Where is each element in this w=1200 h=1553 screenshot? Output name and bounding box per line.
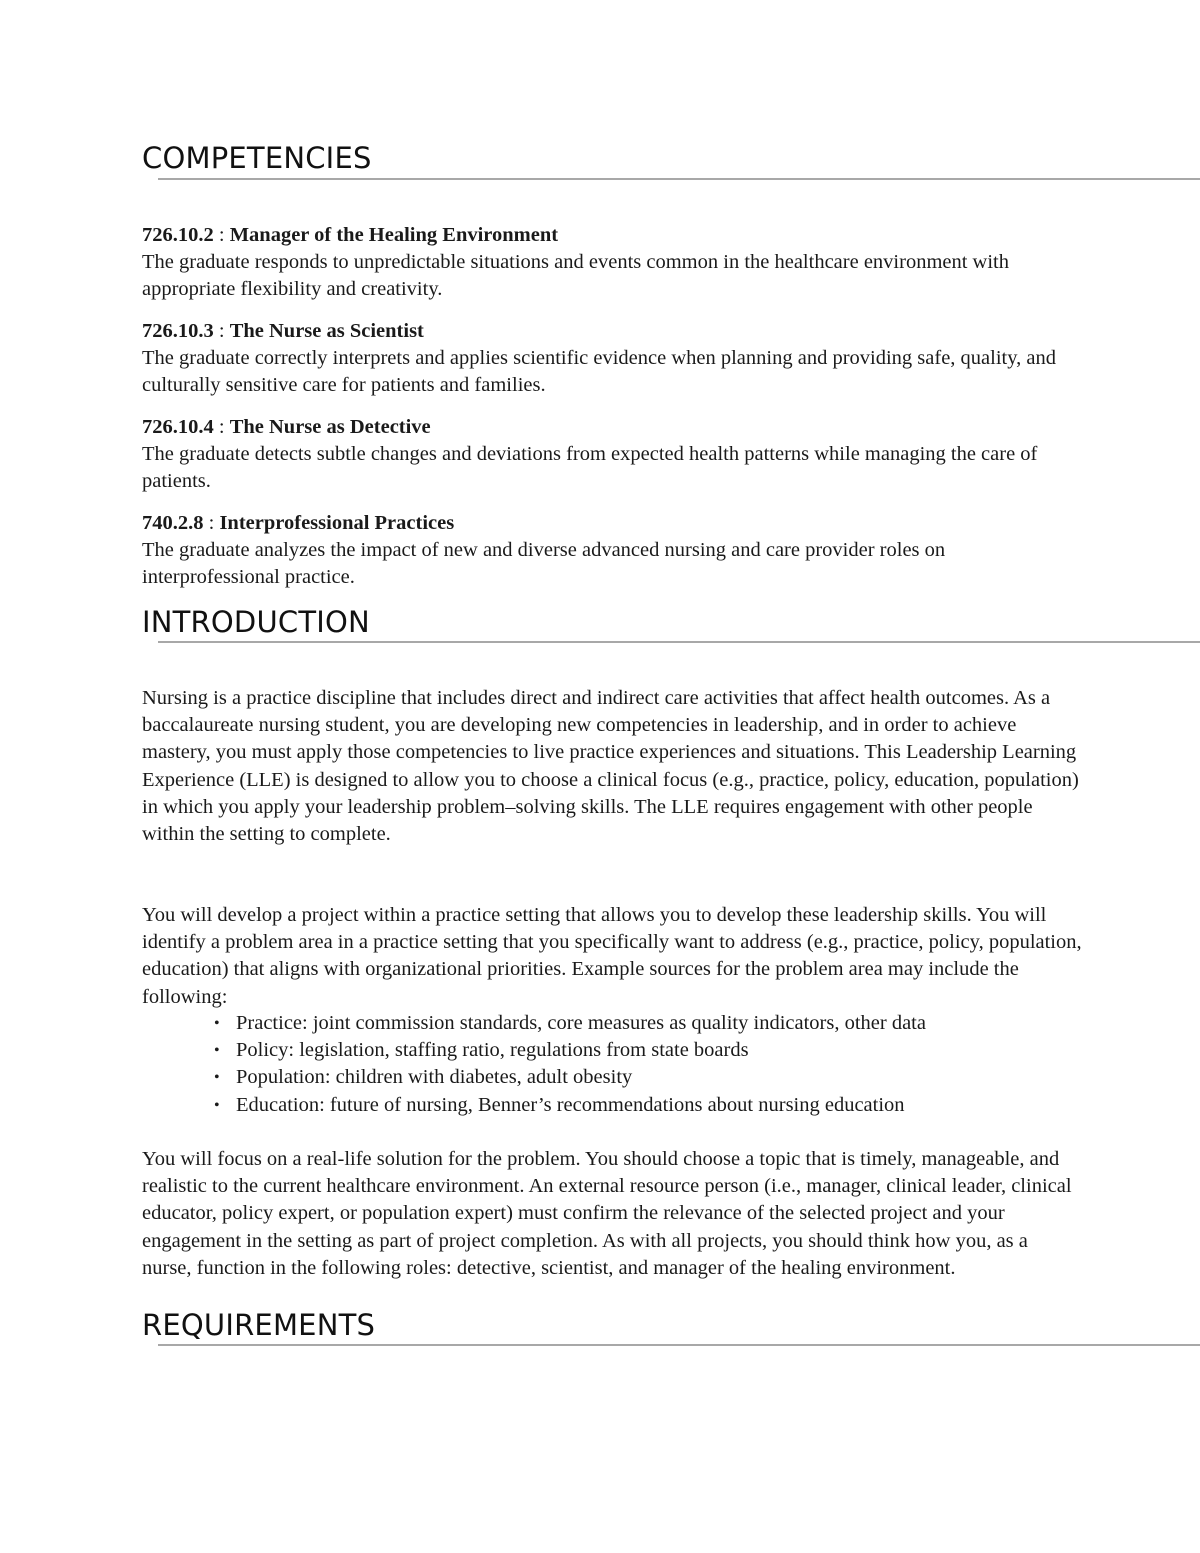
competency-description: The graduate detects subtle changes and deviations from expected health patterns while managing the care of patients. bbox=[142, 443, 1038, 493]
competencies-heading: COMPETENCIES bbox=[142, 141, 372, 175]
introduction-heading: INTRODUCTION bbox=[142, 605, 370, 639]
competency-item bbox=[142, 222, 1082, 304]
competency-item bbox=[142, 510, 1082, 592]
bullet-icon: • bbox=[214, 1042, 220, 1060]
paragraph-text: You will focus on a real-life solution for the problem. You should choose a topic that is timely, manageable, and realistic to the current healthcare environment. An external resource person (i.e., manager, clinical leader, clinical educator, policy expert, or population expert) must confirm the relevance of the selected project and your engagement in the setting as part of project completion. As with all projects, you should think how you, as a nurse, function in the following roles: detective, scientist, and manager of the healing environment. bbox=[142, 1148, 1072, 1279]
introduction-paragraph-1 bbox=[142, 685, 1082, 848]
list-item bbox=[214, 1037, 1114, 1064]
competency-code: 726.10.4 bbox=[142, 416, 214, 438]
competency-item bbox=[142, 414, 1082, 496]
list-item-text: Policy: legislation, staffing ratio, regulations from state boards bbox=[236, 1039, 749, 1062]
list-item-text: Education: future of nursing, Benner’s recommendations about nursing education bbox=[236, 1093, 905, 1116]
paragraph-text: You will develop a project within a practice setting that allows you to develop these leadership skills. You will identify a problem area in a practice setting that you specifically want to address (e.g., practice, policy, population, education) that aligns with organizational priorities. Example sources for the problem area may include the following: bbox=[142, 904, 1082, 1008]
introduction-rule bbox=[158, 641, 1200, 643]
competency-title: Manager of the Healing Environment bbox=[229, 224, 559, 246]
bullet-icon: • bbox=[214, 1069, 220, 1087]
competency-description: The graduate correctly interprets and applies scientific evidence when planning and providing safe, quality, and culturally sensitive care for patients and families. bbox=[142, 347, 1057, 397]
competency-description: The graduate responds to unpredictable situations and events common in the healthcare environment with appropriate flexibility and creativity. bbox=[142, 251, 1010, 301]
competency-header bbox=[142, 318, 1082, 345]
competencies-rule bbox=[158, 178, 1200, 180]
competency-header bbox=[142, 510, 1082, 537]
problem-area-list bbox=[214, 1010, 1114, 1119]
paragraph-text: Nursing is a practice discipline that includes direct and indirect care activities that affect health outcomes. As a baccalaureate nursing student, you are developing new competencies in leadership, and in order to achieve mastery, you must apply those competencies to live practice experiences and situations. This Leadership Learning Experience (LLE) is designed to allow you to choose a clinical focus (e.g., practice, policy, education, population) in which you apply your leadership problem–solving skills. The LLE requires engagement with other people within the setting to complete. bbox=[142, 687, 1079, 846]
competency-item bbox=[142, 318, 1082, 400]
competency-header bbox=[142, 222, 1082, 249]
competency-code: 726.10.2 bbox=[142, 224, 214, 246]
competency-separator: : bbox=[203, 512, 220, 534]
competency-title: The Nurse as Detective bbox=[229, 416, 431, 438]
competency-header bbox=[142, 414, 1082, 441]
competency-separator: : bbox=[213, 416, 230, 438]
introduction-paragraph-2 bbox=[142, 902, 1082, 1011]
competency-description: The graduate analyzes the impact of new and diverse advanced nursing and care provider roles on interprofessional practice. bbox=[142, 539, 946, 589]
list-item bbox=[214, 1092, 1114, 1119]
introduction-paragraph-3 bbox=[142, 1146, 1082, 1282]
competency-title: Interprofessional Practices bbox=[219, 512, 455, 534]
bullet-icon: • bbox=[214, 1015, 220, 1032]
requirements-heading: REQUIREMENTS bbox=[142, 1308, 376, 1342]
competency-code: 740.2.8 bbox=[142, 512, 204, 534]
competency-code: 726.10.3 bbox=[142, 320, 214, 342]
list-item-text: Population: children with diabetes, adult obesity bbox=[236, 1066, 633, 1089]
list-item bbox=[214, 1010, 1114, 1037]
list-item bbox=[214, 1064, 1114, 1091]
list-item-text: Practice: joint commission standards, core measures as quality indicators, other data bbox=[236, 1012, 926, 1034]
competency-separator: : bbox=[213, 320, 230, 342]
requirements-rule bbox=[158, 1344, 1200, 1346]
competency-separator: : bbox=[213, 224, 230, 246]
competency-title: The Nurse as Scientist bbox=[229, 320, 424, 342]
bullet-icon: • bbox=[214, 1096, 220, 1114]
